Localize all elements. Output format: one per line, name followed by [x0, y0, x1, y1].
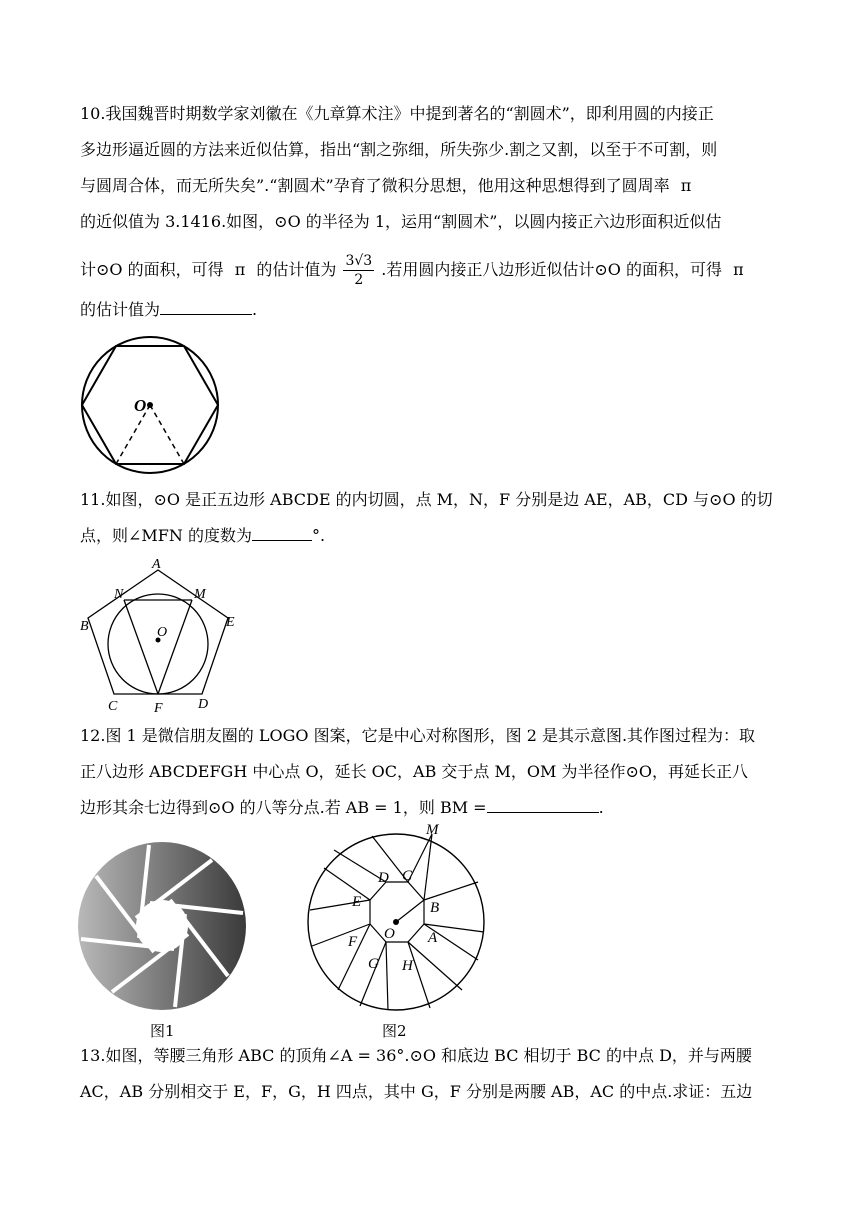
label-a: A	[152, 557, 161, 572]
label-o: O	[157, 625, 168, 640]
answer-blank[interactable]	[487, 798, 599, 813]
answer-blank[interactable]	[252, 526, 312, 541]
q12-line3a: 边形其余七边得到⊙O 的八等分点.若 AB = 1，则 BM =	[80, 798, 487, 817]
caption-fig1: 图1	[150, 1022, 175, 1040]
hexagon-figure	[78, 334, 224, 476]
q13-line2: AC，AB 分别相交于 E，F，G，H 四点，其中 G，F 分别是两腰 AB，AC 的中点.求证：五边	[80, 1082, 753, 1101]
caption-fig2: 图2	[382, 1022, 407, 1040]
period: .	[252, 300, 258, 319]
q11-line2	[80, 526, 325, 546]
label-f: F	[348, 934, 358, 950]
pi-symbol: π	[680, 176, 692, 195]
label-e: E	[226, 615, 235, 630]
pi-symbol: π	[234, 260, 246, 279]
q10-line1: 10.我国魏晋时期数学家刘徽在《九章算术注》中提到著名的“割圆术”，即利用圆的内接正	[80, 104, 714, 123]
q10-line6	[80, 300, 257, 320]
q12-line1: 12.图 1 是微信朋友圈的 LOGO 图案，它是中心对称图形，图 2 是其示意图.其作图过程为：取	[80, 726, 756, 745]
q10-line6-text: 的估计值为	[80, 300, 161, 319]
q10-line5b: 的估计值为	[256, 260, 337, 279]
label-g: G	[368, 956, 379, 972]
q10-line3-text: 与圆周合体，而无所失矣”.“割圆术”孕育了微积分思想，他用这种思想得到了圆周率	[80, 176, 670, 195]
q11-line2b: °.	[311, 526, 326, 545]
label-m: M	[194, 587, 206, 602]
pentagon-figure	[78, 556, 248, 714]
pi-symbol: π	[733, 260, 744, 279]
label-m: M	[426, 822, 439, 838]
q10-line5c: .若用圆内接正八边形近似估计⊙O 的面积，可得	[381, 260, 722, 279]
label-d: D	[378, 870, 389, 886]
label-c: C	[108, 699, 118, 714]
label-o: O	[384, 926, 395, 942]
fraction-numerator: 3√3	[345, 253, 373, 269]
q12-line3	[80, 798, 604, 818]
q12-line2: 正八边形 ABCDEFGH 中心点 O，延长 OC，AB 交于点 M，OM 为半径作⊙O，再延长正八	[80, 762, 748, 781]
q13-line1: 13.如图，等腰三角形 ABC 的顶角∠A = 36°.⊙O 和底边 BC 相切于 BC 的中点 D，并与两腰	[80, 1046, 752, 1065]
moments-logo-figure	[76, 840, 248, 1012]
octagon-schematic-figure	[302, 820, 494, 1020]
label-f: F	[154, 701, 163, 714]
q11-line2a: 点，则∠MFN 的度数为	[80, 526, 252, 545]
label-d: D	[198, 697, 209, 712]
center-label: O	[134, 396, 147, 415]
q11-line1: 11.如图，⊙O 是正五边形 ABCDE 的内切圆，点 M，N，F 分别是边 AE，AB，CD 与⊙O 的切	[80, 490, 773, 509]
label-e: E	[352, 894, 362, 910]
period: .	[598, 798, 604, 817]
q10-line4: 的近似值为 3.1416.如图，⊙O 的半径为 1，运用“割圆术”，以圆内接正六边形面积近似估	[80, 212, 722, 231]
label-b: B	[80, 619, 89, 634]
label-a: A	[428, 930, 438, 946]
label-n: N	[114, 587, 124, 602]
q10-line3	[80, 176, 691, 196]
answer-blank[interactable]	[160, 300, 252, 315]
q10-line2: 多边形逼近圆的方法来近似估算，指出“割之弥细，所失弥少.割之又割，以至于不可割，则	[80, 140, 718, 159]
label-b: B	[430, 900, 440, 916]
label-c: C	[402, 868, 413, 884]
fraction	[343, 252, 374, 289]
q10-line5a: 计⊙O 的面积，可得	[80, 260, 224, 279]
q10-line5	[80, 252, 744, 289]
label-h: H	[402, 958, 413, 974]
fraction-denominator: 2	[354, 272, 364, 288]
